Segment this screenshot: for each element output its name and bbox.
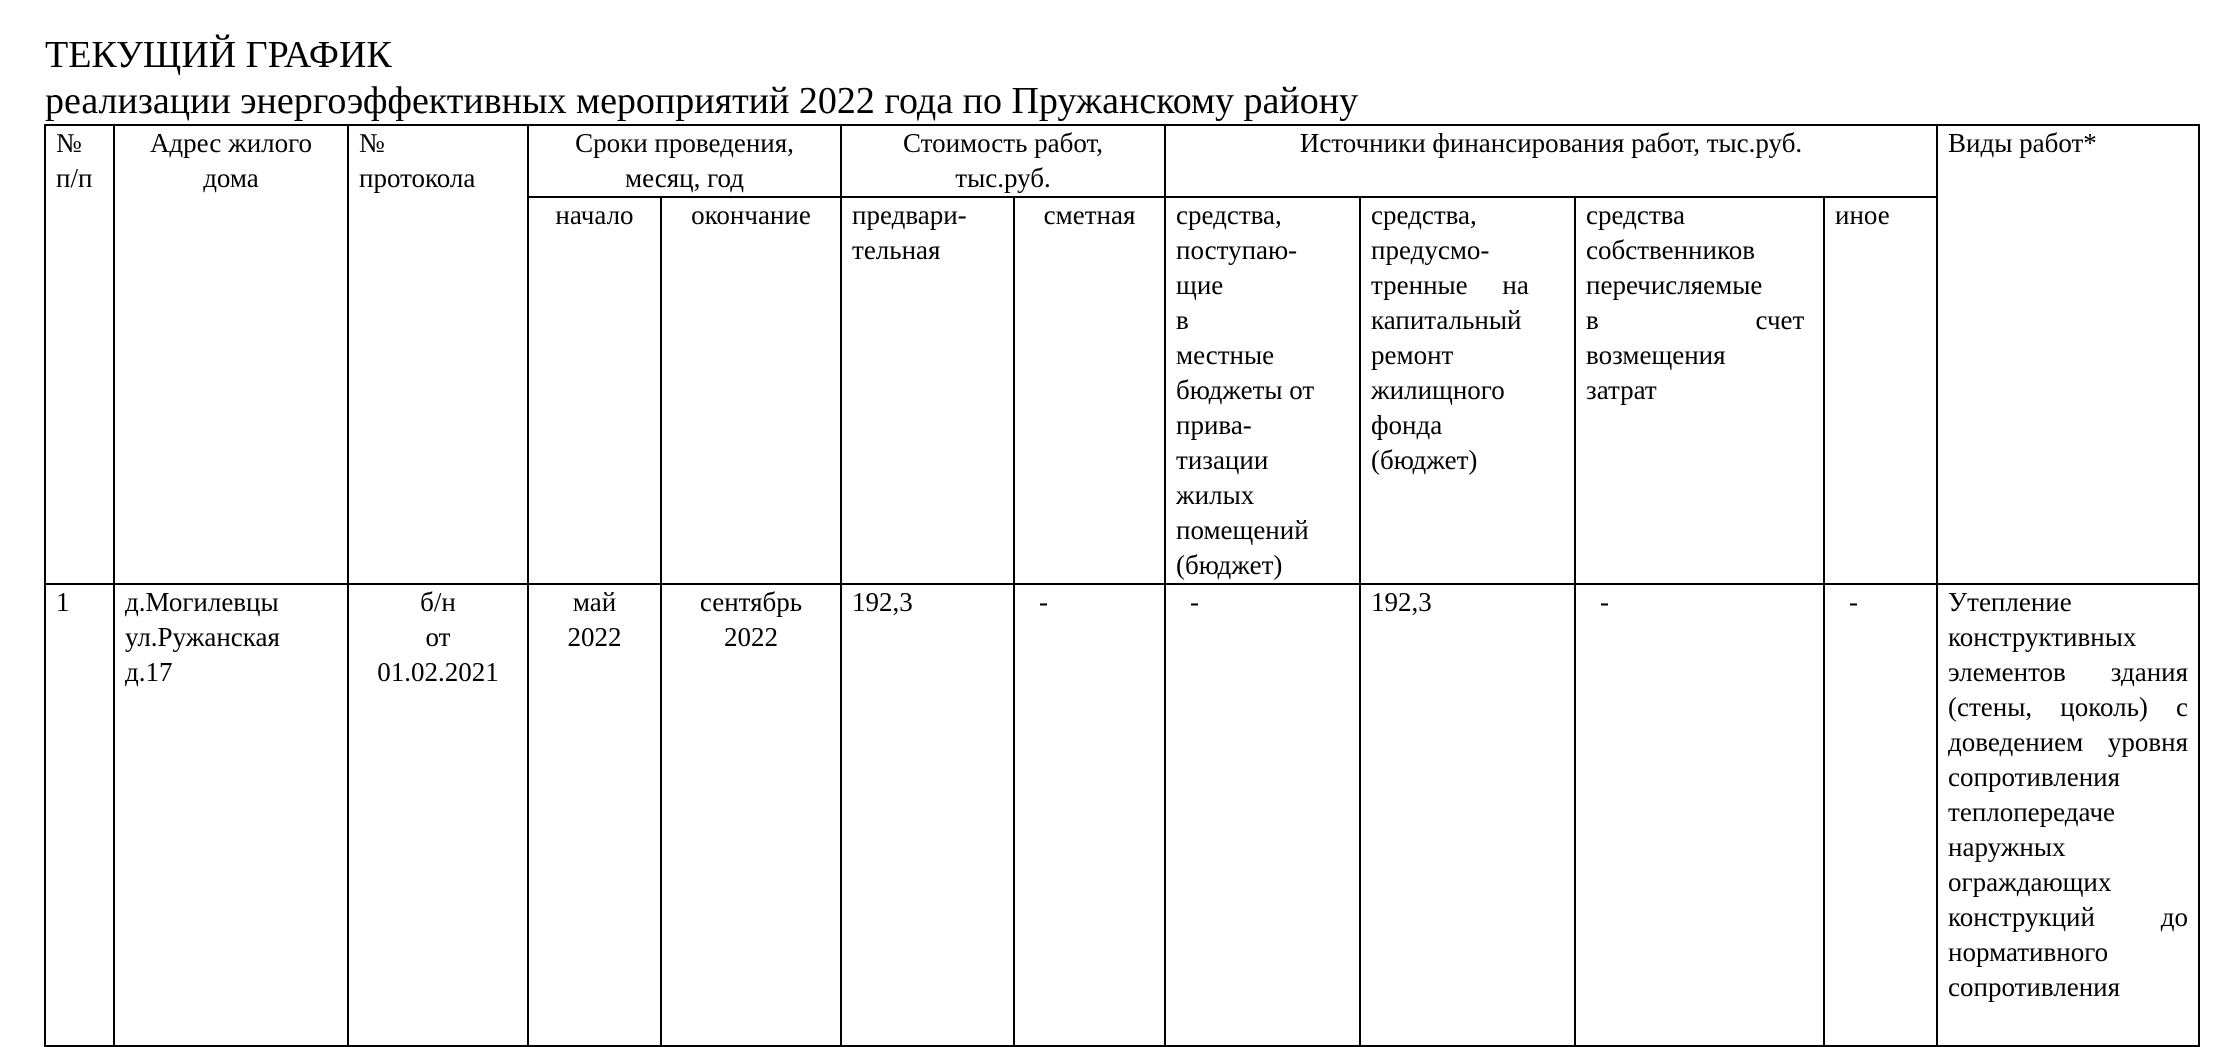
row-src-capital: 192,3 [1360,584,1575,1046]
header-address: Адрес жилого дома [114,125,348,584]
document-title: ТЕКУЩИЙ ГРАФИК [45,34,392,76]
row-src-owners: - [1575,584,1824,1046]
header-protocol: № протокола [348,125,528,584]
header-prelim: предвари- тельная [841,197,1014,584]
row-estimate: - [1014,584,1165,1046]
header-num: № п/п [45,125,114,584]
table-row [45,584,2199,1046]
header-sources: Источники финансирования работ, тыс.руб. [1165,125,1937,197]
schedule-table [44,124,2200,1047]
row-prelim: 192,3 [841,584,1014,1046]
row-work-types: Утепление конструктивных элементов здания (стены, цоколь) с доведением уровня сопротивления теплопередаче наружных ограждающих конструкций до нормативного сопротивления [1937,584,2199,1046]
row-start: май 2022 [528,584,661,1046]
row-src-local: - [1165,584,1360,1046]
row-num: 1 [45,584,114,1046]
header-src-other: иное [1824,197,1937,584]
header-end: окончание [661,197,841,584]
row-address: д.Могилевцы ул.Ружанская д.17 [114,584,348,1046]
header-src-capital: средства, предусмо- тренные на капитальный ремонт жилищного фонда (бюджет) [1360,197,1575,584]
header-cost: Стоимость работ, тыс.руб. [841,125,1165,197]
row-src-other: - [1824,584,1937,1046]
document-subtitle: реализации энергоэффективных мероприятий 2022 года по Пружанскому району [45,80,1359,122]
header-start: начало [528,197,661,584]
header-src-owners: средства собственников перечисляемые в счет возмещения затрат [1575,197,1824,584]
header-estimate: сметная [1014,197,1165,584]
header-work-types: Виды работ* [1937,125,2199,584]
header-row-1 [45,125,2199,197]
header-src-local: средства, поступаю- щие в местные бюджеты от прива- тизации жилых помещений (бюджет) [1165,197,1360,584]
row-end: сентябрь 2022 [661,584,841,1046]
header-terms: Сроки проведения, месяц, год [528,125,841,197]
row-protocol: б/н от 01.02.2021 [348,584,528,1046]
